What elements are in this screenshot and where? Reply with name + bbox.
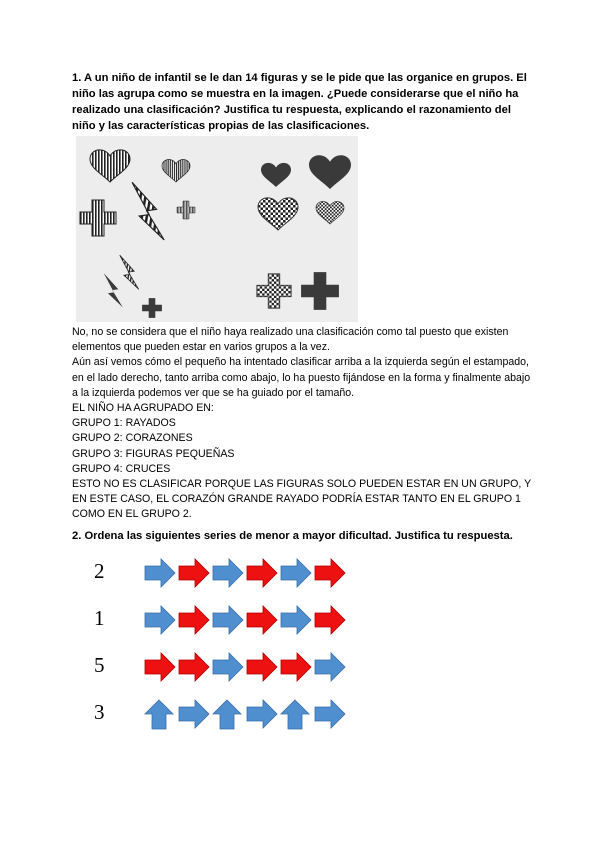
- series-label: 1: [94, 606, 105, 630]
- classification-figure: [76, 136, 358, 322]
- cross-icon: [301, 272, 339, 310]
- right-arrow-icon: [145, 559, 175, 587]
- right-arrow-icon: [315, 700, 345, 728]
- right-arrow-icon: [315, 606, 345, 634]
- series-label: 5: [94, 653, 105, 677]
- series-label: 2: [94, 559, 105, 583]
- right-arrow-icon: [315, 653, 345, 681]
- answer-line: GRUPO 2: CORAZONES: [72, 432, 193, 445]
- right-arrow-icon: [281, 606, 311, 634]
- up-arrow-icon: [145, 700, 173, 729]
- arrow-series: [144, 603, 384, 637]
- lightning-icon: [98, 273, 128, 307]
- cross-icon: [80, 200, 116, 236]
- answer-line: GRUPO 4: CRUCES: [72, 462, 171, 475]
- right-arrow-icon: [213, 606, 243, 634]
- lightning-icon: [123, 182, 173, 240]
- series-row: [94, 650, 394, 686]
- series-label: 3: [94, 700, 105, 724]
- cross-icon: [142, 298, 162, 318]
- right-arrow-icon: [281, 559, 311, 587]
- heart-icon: [90, 150, 130, 182]
- heart-icon: [309, 155, 351, 189]
- right-arrow-icon: [315, 559, 345, 587]
- right-arrow-icon: [179, 700, 209, 728]
- answer-line: GRUPO 3: FIGURAS PEQUEÑAS: [72, 447, 235, 460]
- right-arrow-icon: [179, 653, 209, 681]
- cross-icon: [257, 274, 291, 308]
- answer-line: Aún así vemos cómo el pequeño ha intentado clasificar arriba a la izquierda según el estampado, en el lado derecho, tanto arriba como abajo, lo ha puesto fijándose en la forma y finalmente abajo a la izquierda podemos ver que se ha guiado por el tamaño.: [72, 356, 531, 399]
- right-arrow-icon: [247, 606, 277, 634]
- question-2: 2. Ordena las siguientes series de menor a mayor dificultad. Justifica tu respuesta.: [72, 530, 513, 542]
- arrow-series: [144, 556, 384, 590]
- heart-icon: [316, 201, 344, 224]
- heart-icon: [261, 163, 291, 187]
- right-arrow-icon: [179, 559, 209, 587]
- answer-line: GRUPO 1: RAYADOS: [72, 417, 176, 430]
- answer-line: EL NIÑO HA AGRUPADO EN:: [72, 402, 214, 415]
- cross-icon: [177, 201, 195, 219]
- arrow-series: [144, 650, 384, 684]
- heart-icon: [162, 159, 190, 182]
- series-row: [94, 697, 394, 733]
- question-1: 1. A un niño de infantil se le dan 14 figuras y se le pide que las organice en grupos. El niño las agrupa como se muestra en la imagen. ¿Puede considerarse que el niño ha realizado una clasificación? Justifica tu respuesta, explicando el razonamiento del niño y las características propias de las clasificaciones.: [72, 72, 527, 132]
- figures-image: [76, 136, 358, 322]
- right-arrow-icon: [145, 653, 175, 681]
- answer-line: ESTO NO ES CLASIFICAR PORQUE LAS FIGURAS SOLO PUEDEN ESTAR EN UN GRUPO, Y EN ESTE CASO, EL CORAZÓN GRANDE RAYADO PODRÍA ESTAR TANTO EN EL GRUPO 1 COMO EN EL GRUPO 2.: [72, 478, 531, 521]
- answer-line: No, no se considera que el niño haya realizado una clasificación como tal puesto que existen elementos que pueden estar en varios grupos a la vez.: [72, 326, 509, 354]
- right-arrow-icon: [145, 606, 175, 634]
- up-arrow-icon: [281, 700, 309, 729]
- up-arrow-icon: [213, 700, 241, 729]
- right-arrow-icon: [281, 653, 311, 681]
- right-arrow-icon: [213, 653, 243, 681]
- answer-text: [72, 325, 532, 523]
- heart-icon: [258, 198, 298, 230]
- lightning-icon: [114, 255, 144, 289]
- arrow-series: [144, 697, 384, 731]
- right-arrow-icon: [247, 559, 277, 587]
- series-row: [94, 603, 394, 639]
- right-arrow-icon: [213, 559, 243, 587]
- series-row: [94, 556, 394, 592]
- right-arrow-icon: [179, 606, 209, 634]
- right-arrow-icon: [247, 653, 277, 681]
- right-arrow-icon: [247, 700, 277, 728]
